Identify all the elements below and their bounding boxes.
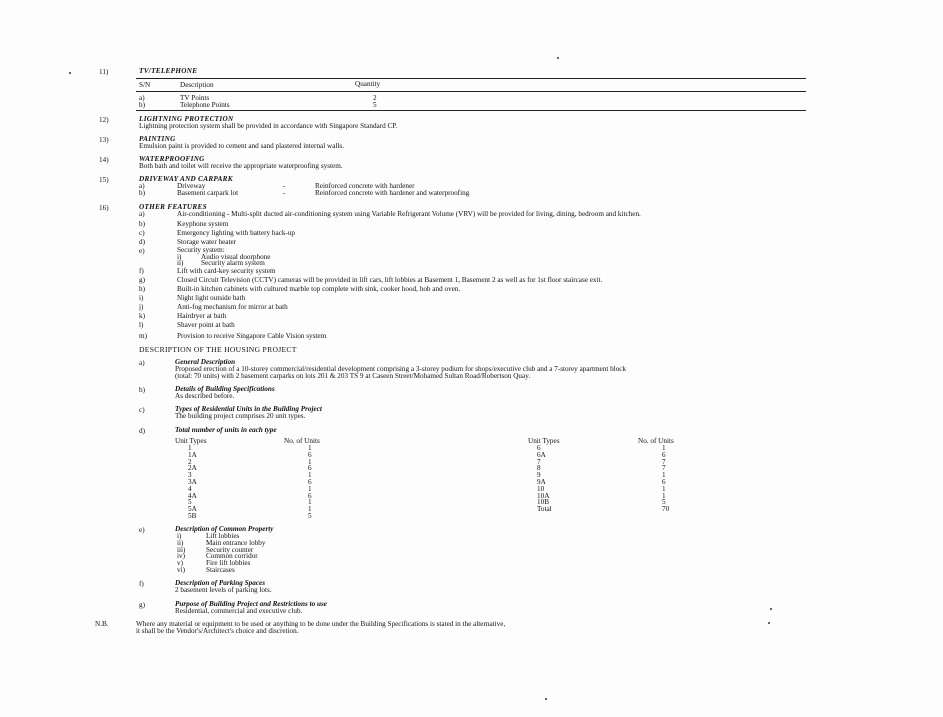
hp-d-title: Total number of units in each type bbox=[175, 426, 277, 434]
list-item-sn: g) bbox=[139, 276, 145, 284]
hp-d-sn: d) bbox=[139, 427, 145, 435]
list-item-text: Provision to receive Singapore Cable Vision system bbox=[177, 332, 327, 340]
common-item-text: Security counter bbox=[206, 545, 254, 554]
scan-speck bbox=[768, 622, 770, 624]
scan-speck bbox=[557, 57, 559, 59]
common-item-sn: ii) bbox=[177, 538, 184, 547]
units-col-type-right: Unit Types bbox=[528, 437, 560, 445]
hp-c-text: The building project comprises 20 unit types. bbox=[175, 412, 306, 420]
hp-b-title: Details of Building Specifications bbox=[175, 385, 275, 393]
unit-count-cell: 1 bbox=[662, 484, 666, 493]
list-item-text: Anti-fog mechanism for mirror at bath bbox=[177, 303, 288, 311]
list-item-dash: - bbox=[283, 189, 286, 197]
unit-type-cell: 9A bbox=[537, 478, 546, 486]
unit-type-cell: 8 bbox=[537, 464, 541, 473]
list-item-text: Lift with card-key security system bbox=[177, 267, 276, 275]
hp-f-sn: f) bbox=[139, 580, 144, 588]
unit-type-cell: 5B bbox=[188, 512, 197, 520]
table-header-rule bbox=[136, 91, 806, 92]
hp-e-sn: e) bbox=[139, 526, 145, 534]
list-item-sn: b) bbox=[139, 189, 145, 197]
nb-text-line2: it shall be the Vendor's/Architect's choice and discretion. bbox=[136, 627, 299, 635]
list-item-text: Air-conditioning - Multi-split ducted air-conditioning system using Variable Refrigerant Volume (VRV) will be provided for living, dining, bedroom and kitchen. bbox=[177, 210, 641, 218]
unit-count-cell: 5 bbox=[662, 498, 666, 507]
units-col-no-right: No. of Units bbox=[638, 437, 674, 445]
unit-count-cell: 1 bbox=[662, 491, 666, 500]
section-14-title: WATERPROOFING bbox=[139, 155, 205, 163]
unit-type-cell: 7 bbox=[537, 457, 541, 466]
unit-count-cell: 6 bbox=[308, 478, 312, 486]
sub-item-text: Audio visual doorphone bbox=[201, 253, 271, 261]
common-item-sn: i) bbox=[177, 532, 182, 540]
section-13-text: Emulsion paint is provided to cement and sand plastered internal walls. bbox=[139, 142, 344, 150]
list-item-desc: Reinforced concrete with hardener bbox=[315, 182, 415, 190]
unit-count-cell: 1 bbox=[662, 471, 666, 480]
section-13-number: 13) bbox=[99, 136, 109, 144]
hp-c-sn: c) bbox=[139, 406, 145, 414]
unit-type-cell: 2 bbox=[188, 457, 192, 466]
hp-e-title: Description of Common Property bbox=[175, 525, 274, 533]
hp-f-title: Description of Parking Spaces bbox=[175, 579, 266, 587]
list-item-sn: c) bbox=[139, 229, 145, 237]
list-item-text: Hairdryer at bath bbox=[177, 312, 227, 320]
unit-count-cell: 6 bbox=[308, 450, 312, 459]
hp-c-title: Types of Residential Units in the Building Project bbox=[175, 405, 322, 413]
sub-item-text: Security alarm system bbox=[201, 259, 265, 267]
section-13-title: PAINTING bbox=[139, 135, 176, 143]
unit-count-cell: 6 bbox=[662, 450, 666, 459]
nb-text-line1: Where any material or equipment to be used or anything to be done under the Building Specifications is stated in the alternative, bbox=[136, 620, 506, 628]
unit-count-cell: 1 bbox=[308, 498, 312, 507]
unit-count-cell: 70 bbox=[662, 505, 670, 514]
table-row-desc: TV Points bbox=[180, 94, 210, 102]
unit-type-cell: 4A bbox=[188, 491, 197, 500]
hp-b-text: As described before. bbox=[175, 392, 235, 400]
table-row-desc: Telephone Points bbox=[180, 101, 230, 109]
list-item-text: Emergency lighting with battery back-up bbox=[177, 229, 296, 237]
table-row-qty: 2 bbox=[373, 94, 377, 102]
unit-type-cell: 9 bbox=[537, 471, 541, 480]
common-item-sn: v) bbox=[177, 559, 183, 568]
section-15-title: DRIVEWAY AND CARPARK bbox=[139, 175, 233, 183]
scan-speck bbox=[69, 72, 71, 74]
unit-count-cell: 6 bbox=[308, 491, 312, 500]
list-item-sn: b) bbox=[139, 220, 145, 228]
section-15-number: 15) bbox=[99, 176, 109, 184]
scan-speck bbox=[770, 608, 772, 610]
section-14-number: 14) bbox=[99, 156, 109, 164]
unit-type-cell: 5 bbox=[188, 498, 192, 507]
unit-count-cell: 1 bbox=[662, 444, 666, 452]
unit-type-cell: 10 bbox=[537, 484, 545, 493]
list-item-sn: e) bbox=[139, 247, 145, 255]
housing-project-heading: DESCRIPTION OF THE HOUSING PROJECT bbox=[139, 345, 297, 354]
list-item-label: Driveway bbox=[177, 182, 206, 190]
scan-speck bbox=[545, 698, 547, 700]
table-row-qty: 5 bbox=[373, 101, 377, 109]
list-item-sn: j) bbox=[139, 303, 144, 311]
section-12-text: Lightning protection system shall be provided in accordance with Singapore Standard CP. bbox=[139, 122, 398, 130]
col-description-header: Description bbox=[180, 81, 214, 89]
list-item-text: Built-in kitchen cabinets with cultured marble top complete with sink, cooker hood, hob and oven. bbox=[177, 285, 461, 293]
common-item-text: Lift lobbies bbox=[206, 532, 240, 540]
units-col-no-left: No. of Units bbox=[284, 437, 320, 445]
list-item-dash: - bbox=[283, 182, 286, 190]
unit-count-cell: 1 bbox=[308, 457, 312, 466]
unit-type-cell: 10B bbox=[537, 498, 549, 507]
section-16-number: 16) bbox=[99, 204, 109, 212]
list-item-sn: k) bbox=[139, 312, 145, 320]
common-item-sn: vi) bbox=[177, 566, 185, 574]
unit-type-cell: 3 bbox=[188, 471, 192, 480]
section-16-title: OTHER FEATURES bbox=[139, 203, 207, 211]
list-item-sn: l) bbox=[139, 321, 144, 329]
col-quantity-header: Quantity bbox=[355, 80, 381, 88]
section-14-text: Both bath and toilet will receive the appropriate waterproofing system. bbox=[139, 162, 343, 170]
nb-label: N.B. bbox=[95, 620, 109, 628]
unit-count-cell: 1 bbox=[308, 471, 312, 480]
common-item-text: Main entrance lobby bbox=[206, 538, 266, 547]
list-item-sn: h) bbox=[139, 285, 145, 293]
table-row-sn: a) bbox=[139, 94, 145, 102]
unit-count-cell: 1 bbox=[308, 444, 312, 452]
common-item-sn: iv) bbox=[177, 552, 185, 561]
list-item-text: Keyphone system bbox=[177, 220, 229, 228]
unit-type-cell: 5A bbox=[188, 505, 197, 514]
sub-item-sn: ii) bbox=[177, 259, 184, 267]
list-item-sn: f) bbox=[139, 267, 144, 275]
unit-type-cell: Total bbox=[537, 505, 552, 514]
sub-item-sn: i) bbox=[177, 253, 182, 261]
list-item-text: Security system: bbox=[177, 246, 225, 254]
section-12-number: 12) bbox=[99, 116, 109, 124]
list-item-text: Shaver point at bath bbox=[177, 321, 235, 329]
hp-g-title: Purpose of Building Project and Restrictions to use bbox=[175, 600, 327, 608]
unit-type-cell: 1 bbox=[188, 444, 192, 452]
table-bottom-rule bbox=[136, 110, 806, 111]
unit-type-cell: 6A bbox=[537, 450, 546, 459]
unit-type-cell: 1A bbox=[188, 450, 197, 459]
hp-g-text: Residential, commercial and executive club. bbox=[175, 607, 303, 615]
list-item-sn: a) bbox=[139, 210, 145, 218]
hp-a-text-line2: (total: 70 units) with 2 basement carparks on lots 201 & 203 TS 9 at Caseen Street/Mohamed Sultan Road/Robertson Quay. bbox=[175, 372, 531, 380]
section-11-title: TV/TELEPHONE bbox=[139, 67, 198, 75]
hp-a-title: General Description bbox=[175, 358, 236, 366]
list-item-label: Basement carpark lot bbox=[177, 189, 239, 197]
hp-a-sn: a) bbox=[139, 359, 145, 367]
common-item-text: Staircases bbox=[206, 566, 235, 574]
hp-g-sn: g) bbox=[139, 601, 145, 609]
unit-count-cell: 6 bbox=[308, 464, 312, 473]
list-item-text: Storage water heater bbox=[177, 238, 237, 246]
section-11-number: 11) bbox=[99, 68, 109, 76]
list-item-text: Night light outside bath bbox=[177, 294, 246, 302]
unit-type-cell: 6 bbox=[537, 444, 541, 452]
unit-count-cell: 7 bbox=[662, 464, 666, 473]
unit-count-cell: 6 bbox=[662, 478, 666, 486]
hp-b-sn: b) bbox=[139, 386, 145, 394]
table-top-rule bbox=[136, 78, 806, 79]
list-item-sn: a) bbox=[139, 182, 145, 190]
unit-type-cell: 2A bbox=[188, 464, 197, 473]
table-row-sn: b) bbox=[139, 101, 145, 109]
unit-count-cell: 1 bbox=[308, 484, 312, 493]
unit-count-cell: 7 bbox=[662, 457, 666, 466]
hp-a-text-line1: Proposed erection of a 10-storey commercial/residential development comprising a 3-storey podium for shops/executive club and a 7-storey apartment block bbox=[175, 365, 627, 373]
unit-count-cell: 1 bbox=[308, 505, 312, 514]
list-item-desc: Reinforced concrete with hardener and waterproofing bbox=[315, 189, 470, 197]
hp-f-text: 2 basement levels of parking lots. bbox=[175, 586, 272, 594]
common-item-text: Common corridor bbox=[206, 552, 258, 561]
units-col-type-left: Unit Types bbox=[175, 437, 207, 445]
common-item-text: Fire lift lobbies bbox=[206, 559, 251, 568]
unit-count-cell: 5 bbox=[308, 512, 312, 520]
list-item-text: Closed Circuit Television (CCTV) cameras will be provided in lift cars, lift lobbies at Basement 1, Basement 2 as well as for 1st floor staircase exit. bbox=[177, 276, 603, 284]
unit-type-cell: 3A bbox=[188, 478, 197, 486]
list-item-sn: i) bbox=[139, 294, 144, 302]
common-item-sn: iii) bbox=[177, 545, 186, 554]
section-12-title: LIGHTNING PROTECTION bbox=[139, 115, 234, 123]
col-sn-header: S/N bbox=[139, 81, 151, 89]
list-item-sn: m) bbox=[139, 332, 147, 340]
unit-type-cell: 10A bbox=[537, 491, 550, 500]
unit-type-cell: 4 bbox=[188, 484, 192, 493]
list-item-sn: d) bbox=[139, 238, 145, 246]
